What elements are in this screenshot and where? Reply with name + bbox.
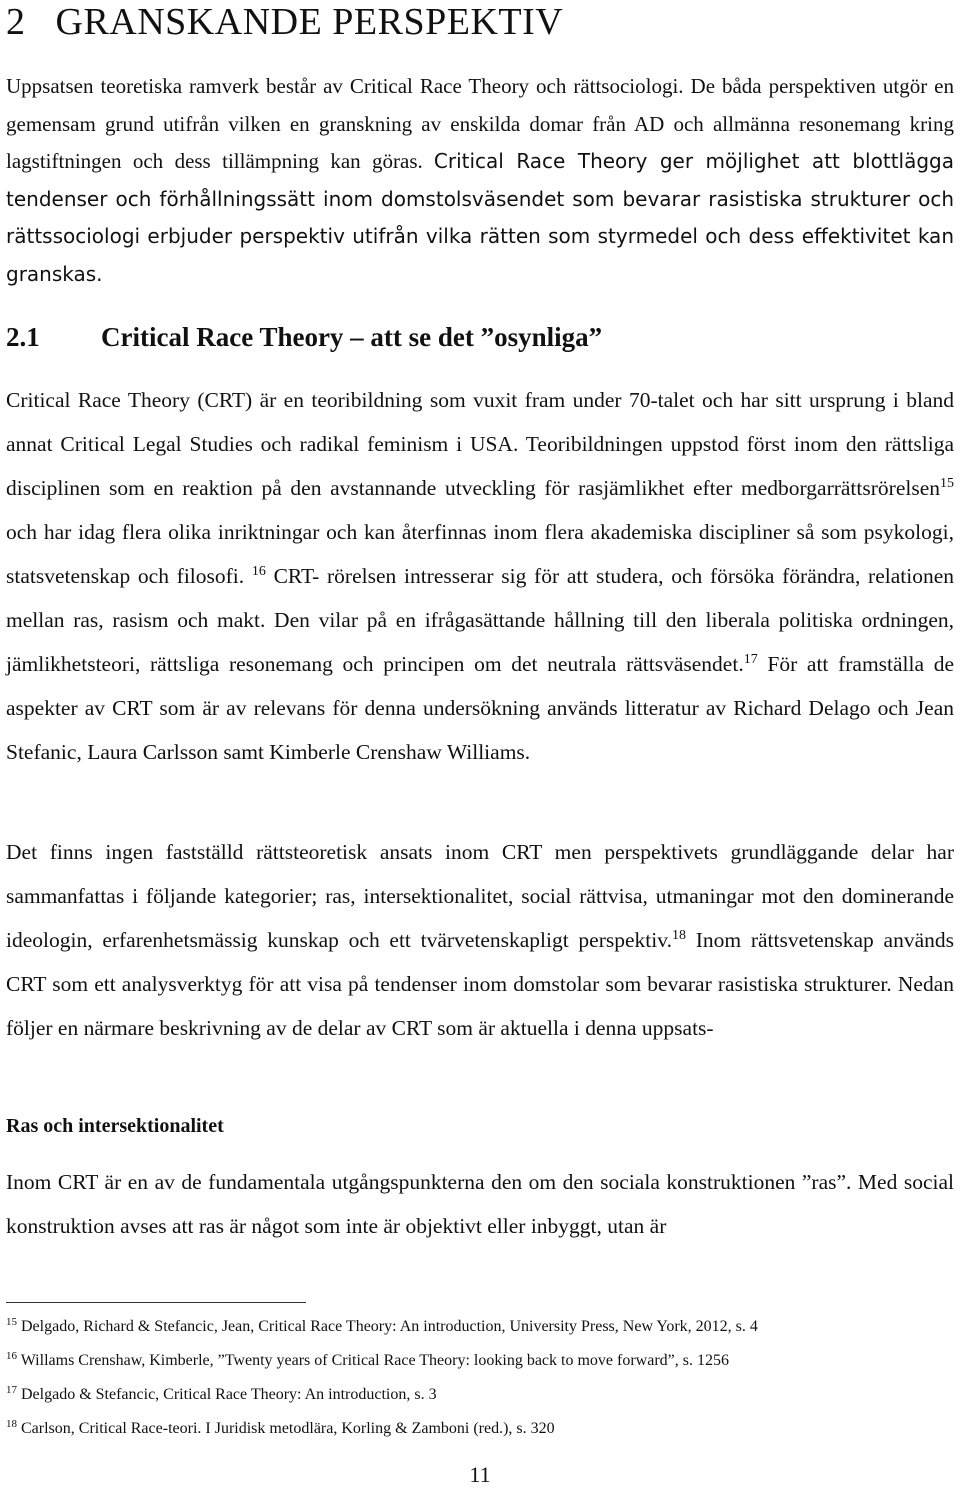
intro-text-serif: Uppsatsen teoretiska ramverk består av Critical Race Theory och rättsociologi. De båda perspektiven utgör en gemensam grund utifrån vilken en granskning av enskilda domar från AD och allmänna resonemang kring lagstiftningen och dess tillämpning kan göras. [6, 74, 954, 173]
footnote-number: 17 [6, 1384, 17, 1396]
footnote-number: 18 [6, 1418, 17, 1430]
footnote-ref-17[interactable]: 17 [743, 652, 758, 667]
section-title: Critical Race Theory – att se det ”osynliga” [101, 322, 603, 352]
paragraph1-part3: CRT- rörelsen intresserar sig för att studera, och försöka förändra, relationen mellan ras, rasism och makt. Den vilar på en ifrågasättande hållning till den liberala politiska ordningen, jämlikhetsteori, rättsliga resonemang och principen om det neutrala rättsväsendet. [6, 564, 955, 676]
paragraph1-part4: För att framställa de aspekter av CRT som är av relevans för denna undersökning används litteratur av Richard Delago och Jean Stefanic, Laura Carlsson samt Kimberle Crenshaw Williams. [6, 652, 955, 764]
footnote-17 [6, 1386, 954, 1404]
paragraph2-part2: Inom rättsvetenskap används CRT som ett analysverktyg för att visa på tendenser inom domstolar som bevarar rasistiska strukturer. Nedan följer en närmare beskrivning av de delar av CRT som är aktuella i denna uppsats- [6, 928, 954, 1040]
paragraph1-part2: och har idag flera olika inriktningar och kan återfinnas inom flera akademiska discipliner så som psykologi, statsvetenskap och filosofi. [6, 520, 954, 588]
paragraph2-part1: Det finns ingen fastställd rättsteoretisk ansats inom CRT men perspektivets grundläggande delar har sammanfattas i följande kategorier; ras, intersektionalitet, social rättvisa, utmaningar mot den dominerande ideologin, erfarenhetsmässig kunskap och ett tvärvetenskapligt perspektiv. [6, 840, 954, 952]
body-paragraph-1 [6, 378, 954, 774]
page-number: 11 [469, 1462, 491, 1487]
footnote-number: 15 [6, 1316, 17, 1328]
footnote-ref-15[interactable]: 15 [940, 476, 954, 491]
intro-paragraph [6, 68, 954, 293]
footnote-ref-18[interactable]: 18 [671, 928, 686, 943]
footnote-18 [6, 1420, 954, 1438]
footnote-text: Delgado & Stefancic, Critical Race Theory: An introduction, s. 3 [21, 1386, 437, 1403]
chapter-heading [6, 0, 954, 44]
body-paragraph-3: Inom CRT är en av de fundamentala utgångspunkterna den om den sociala konstruktionen ”ras”. Med social konstruktion avses att ras är något som inte är objektivt eller inbyggt, utan är [6, 1170, 954, 1238]
footnote-16 [6, 1352, 954, 1370]
footnote-number: 16 [6, 1350, 17, 1362]
footnote-15 [6, 1318, 954, 1336]
section-heading [6, 322, 954, 353]
body-paragraph-2 [6, 830, 954, 1050]
subheading: Ras och intersektionalitet [6, 1115, 224, 1137]
footnote-separator [6, 1302, 306, 1303]
footnote-ref-16[interactable]: 16 [251, 564, 266, 579]
paragraph1-part1: Critical Race Theory (CRT) är en teoribildning som vuxit fram under 70-talet och har sitt ursprung i bland annat Critical Legal Studies och radikal feminism i USA. Teoribildningen uppstod först inom den rättsliga disciplinen som en reaktion på den avstannande utveckling för rasjämlikhet efter medborgarrättsrörelsen [6, 388, 954, 500]
chapter-number: 2 [6, 1, 26, 43]
chapter-title: GRANSKANDE PERSPEKTIV [55, 1, 564, 43]
footnote-text: Willams Crenshaw, Kimberle, ”Twenty years of Critical Race Theory: looking back to move forward”, s. 1256 [20, 1352, 729, 1369]
footnote-text: Carlson, Critical Race-teori. I Juridisk metodlära, Korling & Zamboni (red.), s. 320 [21, 1420, 555, 1437]
intro-text-sans: Critical Race Theory ger möjlighet att blottlägga tendenser och förhållningssätt inom domstolsväsendet som bevarar rasistiska strukturer och rättssociologi erbjuder perspektiv utifrån vilka rätten som styrmedel och dess effektivitet kan granskas. [6, 149, 954, 286]
footnote-text: Delgado, Richard & Stefancic, Jean, Critical Race Theory: An introduction, University Press, New York, 2012, s. 4 [21, 1318, 758, 1335]
section-number: 2.1 [6, 322, 40, 352]
